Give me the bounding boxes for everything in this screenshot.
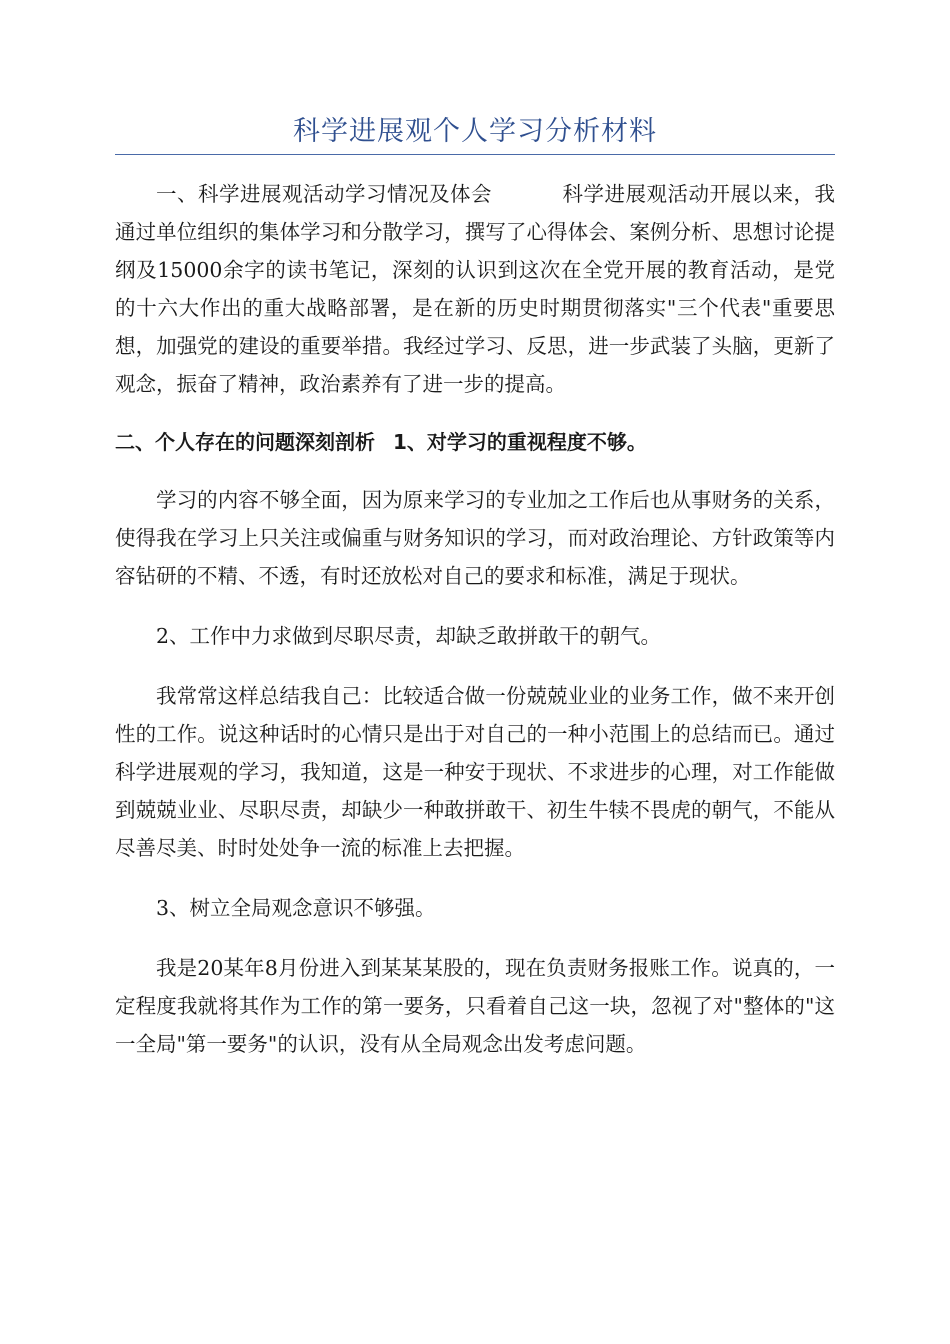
section2-subheading-3: 3、树立全局观念意识不够强。 — [156, 896, 436, 920]
section1-paragraph — [115, 175, 835, 403]
section1-heading: 一、科学进展观活动学习情况及体会 — [156, 182, 492, 206]
section2-paragraph-1: 学习的内容不够全面，因为原来学习的专业加之工作后也从事财务的关系，使得我在学习上只关注或偏重与财务知识的学习，而对政治理论、方针政策等内容钻研的不精、不透，有时还放松对自己的要求和标准，满足于现状。 — [115, 488, 835, 588]
document-title: 科学进展观个人学习分析材料 — [293, 116, 657, 147]
section2-paragraph-3: 我是20某年8月份进入到某某某股的，现在负责财务报账工作。说真的，一定程度我就将其作为工作的第一要务，只看着自己这一块，忽视了对"整体的"这一全局"第一要务"的认识，没有从全局观念出发考虑问题。 — [115, 956, 835, 1056]
title-underline — [115, 154, 835, 155]
section2-subheading1: 1、对学习的重视程度不够。 — [393, 430, 647, 454]
section1-text: 科学进展观活动开展以来，我通过单位组织的集体学习和分散学习，撰写了心得体会、案例分析、思想讨论提纲及15000余字的读书笔记，深刻的认识到这次在全党开展的教育活动，是党的十六大作出的重大战略部署，是在新的历史时期贯彻落实"三个代表"重要思想，加强党的建设的重要举措。我经过学习、反思，进一步武装了头脑，更新了观念，振奋了精神，政治素养有了进一步的提高。 — [115, 182, 835, 396]
section2-heading: 二、个人存在的问题深刻剖析 — [115, 430, 375, 454]
section2-heading-line — [115, 423, 835, 461]
section2-paragraph-2: 我常常这样总结我自己：比较适合做一份兢兢业业的业务工作，做不来开创性的工作。说这种话时的心情只是出于对自己的一种小范围上的总结而已。通过科学进展观的学习，我知道，这是一种安于现状、不求进步的心理，对工作能做到兢兢业业、尽职尽责，却缺少一种敢拼敢干、初生牛犊不畏虎的朝气，不能从尽善尽美、时时处处争一流的标准上去把握。 — [115, 684, 835, 860]
section2-subheading-2: 2、工作中力求做到尽职尽责，却缺乏敢拼敢干的朝气。 — [156, 624, 662, 648]
document-body — [115, 175, 835, 1085]
